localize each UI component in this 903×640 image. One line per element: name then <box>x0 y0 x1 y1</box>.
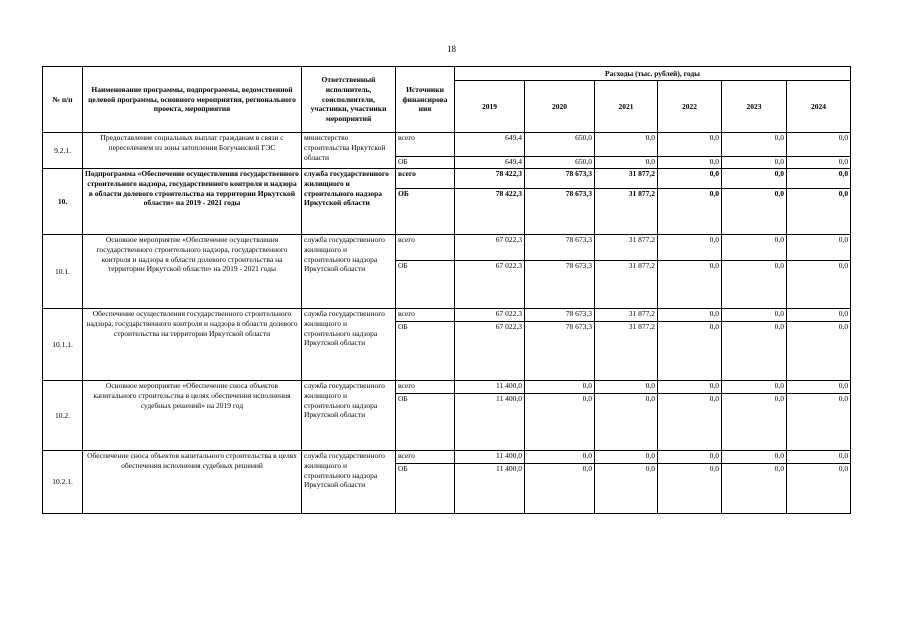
row-name: Основное мероприятие «Обеспечение сноса объектов капитального строительства в целях обеспечения исполнения судебных решений» на 2019 год <box>83 381 302 451</box>
row-value: 31 877,2 <box>595 169 658 189</box>
row-value: 0,0 <box>722 261 787 309</box>
header-num: № п/п <box>43 67 83 133</box>
row-value: 0,0 <box>658 133 722 157</box>
row-value: 0,0 <box>722 394 787 451</box>
row-number: 10.2.1. <box>43 451 83 514</box>
row-source: ОБ <box>396 157 455 169</box>
row-value: 31 877,2 <box>595 235 658 261</box>
row-source: ОБ <box>396 394 455 451</box>
table-row <box>43 381 851 394</box>
table-row <box>43 133 851 157</box>
row-value: 0,0 <box>722 381 787 394</box>
row-value: 0,0 <box>658 189 722 235</box>
row-number: 10.1.1. <box>43 309 83 381</box>
row-value: 649,4 <box>455 157 525 169</box>
header-expenses: Расходы (тыс. рублей), годы <box>455 67 851 81</box>
row-source: всего <box>396 169 455 189</box>
row-value: 0,0 <box>595 381 658 394</box>
row-name: Подпрограмма «Обеспечение осуществления государственного строительного надзора, государственного контроля и надзора в области долевого строительства на территории Иркутской области» на 2019 - 2021 годы <box>83 169 302 235</box>
row-value: 0,0 <box>658 309 722 322</box>
row-name: Предоставление социальных выплат гражданам в связи с переселением из зоны затопления Богучанской ГЭС <box>83 133 302 169</box>
row-value: 0,0 <box>722 322 787 381</box>
row-source: ОБ <box>396 261 455 309</box>
row-value: 78 422,3 <box>455 189 525 235</box>
row-value: 31 877,2 <box>595 309 658 322</box>
row-executor: служба государственного жилищного и строительного надзора Иркутской области <box>302 381 396 451</box>
row-value: 78 673,3 <box>525 235 595 261</box>
row-source: ОБ <box>396 189 455 235</box>
row-source: ОБ <box>396 464 455 514</box>
row-executor: служба государственного жилищного и строительного надзора Иркутской области <box>302 309 396 381</box>
row-value: 0,0 <box>658 157 722 169</box>
row-value: 11 400,0 <box>455 451 525 464</box>
row-value: 0,0 <box>525 381 595 394</box>
row-value: 0,0 <box>787 451 851 464</box>
row-value: 0,0 <box>722 157 787 169</box>
row-value: 31 877,2 <box>595 322 658 381</box>
row-value: 78 673,3 <box>525 261 595 309</box>
row-value: 78 422,3 <box>455 169 525 189</box>
row-value: 0,0 <box>722 133 787 157</box>
table-header <box>43 67 851 133</box>
row-value: 0,0 <box>787 189 851 235</box>
row-name: Основное мероприятие «Обеспечение осуществления государственного строительного надзора, государственного контроля и надзора в области долевого строительства на территории Иркутской области» на 2019 - 2021 годы <box>83 235 302 309</box>
row-value: 78 673,3 <box>525 309 595 322</box>
row-value: 0,0 <box>658 464 722 514</box>
table-row <box>43 169 851 189</box>
row-value: 0,0 <box>787 157 851 169</box>
row-value: 649,4 <box>455 133 525 157</box>
row-value: 0,0 <box>525 451 595 464</box>
table-row <box>43 235 851 261</box>
row-value: 0,0 <box>787 261 851 309</box>
row-executor: служба государственного жилищного и строительного надзора Иркутской области <box>302 451 396 514</box>
header-name: Наименование программы, подпрограммы, ведомственной целевой программы, основного мероприятия, регионального проекта, мероприятия <box>83 67 302 133</box>
header-year: 2024 <box>787 81 851 133</box>
row-value: 31 877,2 <box>595 189 658 235</box>
row-value: 0,0 <box>658 451 722 464</box>
row-value: 0,0 <box>787 464 851 514</box>
row-executor: служба государственного жилищного и строительного надзора Иркутской области <box>302 169 396 235</box>
row-value: 0,0 <box>658 235 722 261</box>
row-source: всего <box>396 381 455 394</box>
row-value: 0,0 <box>787 381 851 394</box>
row-value: 67 022,3 <box>455 235 525 261</box>
row-value: 0,0 <box>525 394 595 451</box>
row-value: 78 673,3 <box>525 189 595 235</box>
row-value: 0,0 <box>595 133 658 157</box>
row-value: 0,0 <box>722 309 787 322</box>
header-year: 2021 <box>595 81 658 133</box>
row-value: 0,0 <box>595 451 658 464</box>
header-year: 2020 <box>525 81 595 133</box>
row-value: 0,0 <box>787 133 851 157</box>
row-value: 67 022,3 <box>455 309 525 322</box>
page-number: 18 <box>447 44 456 54</box>
row-value: 78 673,3 <box>525 169 595 189</box>
row-value: 0,0 <box>722 169 787 189</box>
row-value: 67 022,3 <box>455 322 525 381</box>
row-executor: служба государственного жилищного и строительного надзора Иркутской области <box>302 235 396 309</box>
row-number: 10. <box>43 169 83 235</box>
header-executor: Ответственный исполнитель, соисполнители, участники, участники мероприятий <box>302 67 396 133</box>
table-row <box>43 451 851 464</box>
row-source: ОБ <box>396 322 455 381</box>
row-value: 11 400,0 <box>455 394 525 451</box>
row-name: Обеспечение осуществления государственного строительного надзора, государственного контроля и надзора в области долевого строительства на территории Иркутской области <box>83 309 302 381</box>
row-value: 78 673,3 <box>525 322 595 381</box>
row-value: 0,0 <box>722 235 787 261</box>
row-value: 0,0 <box>658 261 722 309</box>
row-value: 0,0 <box>722 464 787 514</box>
row-value: 0,0 <box>525 464 595 514</box>
row-value: 650,0 <box>525 133 595 157</box>
row-name: Обеспечение сноса объектов капитального строительства в целях обеспечения исполнения судебных решений <box>83 451 302 514</box>
row-value: 0,0 <box>658 169 722 189</box>
row-executor: министерство строительства Иркутской области <box>302 133 396 169</box>
table-body <box>43 133 851 514</box>
row-value: 0,0 <box>595 464 658 514</box>
row-value: 0,0 <box>595 157 658 169</box>
row-value: 0,0 <box>658 394 722 451</box>
row-value: 67 022,3 <box>455 261 525 309</box>
row-source: всего <box>396 451 455 464</box>
row-value: 0,0 <box>722 189 787 235</box>
table-row <box>43 309 851 322</box>
row-value: 31 877,2 <box>595 261 658 309</box>
row-source: всего <box>396 235 455 261</box>
row-value: 0,0 <box>787 309 851 322</box>
row-value: 0,0 <box>595 394 658 451</box>
row-value: 0,0 <box>722 451 787 464</box>
row-number: 9.2.1. <box>43 133 83 169</box>
row-source: всего <box>396 309 455 322</box>
row-value: 0,0 <box>658 322 722 381</box>
row-number: 10.2. <box>43 381 83 451</box>
row-number: 10.1. <box>43 235 83 309</box>
row-value: 0,0 <box>787 394 851 451</box>
row-value: 0,0 <box>787 235 851 261</box>
row-value: 650,0 <box>525 157 595 169</box>
row-value: 11 400,0 <box>455 464 525 514</box>
header-year: 2022 <box>658 81 722 133</box>
header-year: 2023 <box>722 81 787 133</box>
row-value: 0,0 <box>787 322 851 381</box>
row-value: 0,0 <box>658 381 722 394</box>
row-value: 11 400,0 <box>455 381 525 394</box>
row-source: всего <box>396 133 455 157</box>
header-source: Источники финансирова ния <box>396 67 455 133</box>
row-value: 0,0 <box>787 169 851 189</box>
header-year: 2019 <box>455 81 525 133</box>
budget-table <box>42 66 851 514</box>
